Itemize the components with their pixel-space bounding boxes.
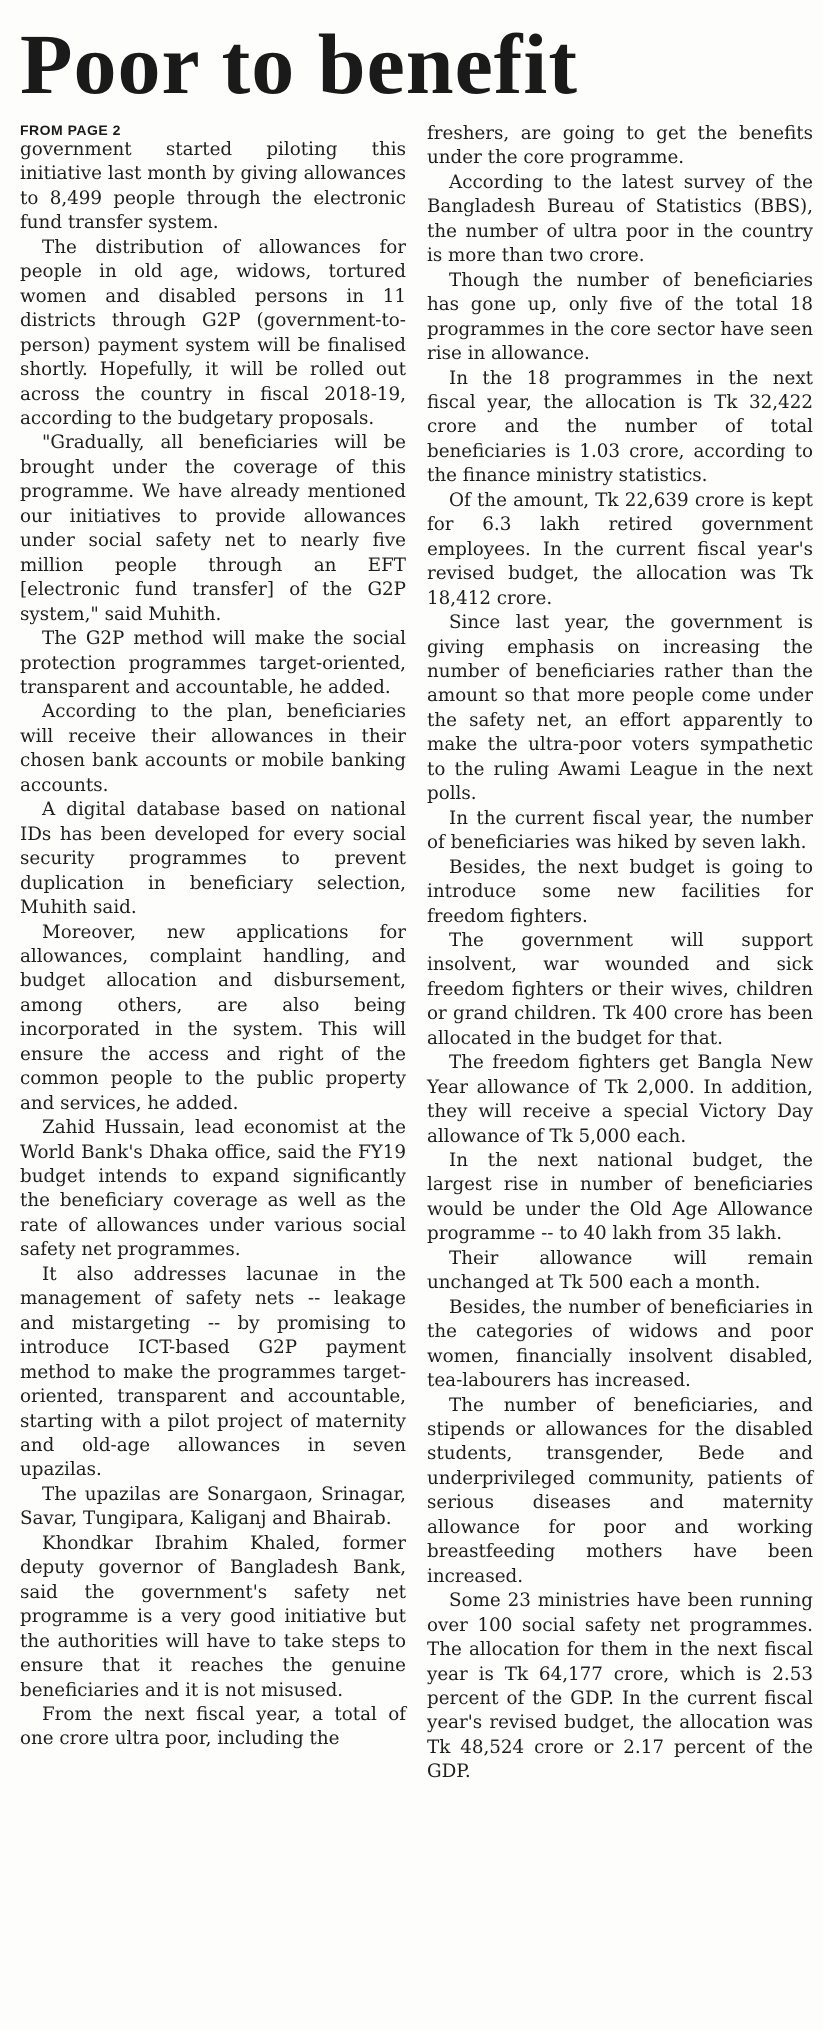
paragraph: From the next fiscal year, a total of one crore ultra poor, including the xyxy=(20,1704,406,1750)
paragraph: Of the amount, Tk 22,639 crore is kept for 6.3 lakh retired government employees. In the current fiscal year's revised budget, the allocation was Tk 18,412 crore. xyxy=(427,489,813,609)
right-column xyxy=(427,122,813,1785)
paragraph: "Gradually, all beneficiaries will be brought under the coverage of this programme. We have already mentioned our initiatives to provide allowances under social safety net to nearly five million people through an EFT [electronic fund transfer] of the G2P system," said Muhith. xyxy=(20,432,406,625)
paragraph: Their allowance will remain unchanged at Tk 500 each a month. xyxy=(427,1247,813,1294)
paragraph: Though the number of beneficiaries has gone up, only five of the total 18 programmes in the core sector have seen rise in allowance. xyxy=(427,269,813,365)
paragraph: The distribution of allowances for people in old age, widows, tortured women and disabled persons in 11 districts through G2P (government-to-person) payment system will be finalised shortly. Hopefully, it will be rolled out across the country in fiscal 2018-19, according to the budgetary proposals. xyxy=(20,236,406,429)
paragraph: Some 23 ministries have been running over 100 social safety net programmes. The allocation for them in the next fiscal year is Tk 64,177 crore, which is 2.53 percent of the GDP. In the current fiscal year's revised budget, the allocation was Tk 48,524 crore or 2.17 percent of the GDP. xyxy=(427,1590,813,1783)
paragraph: According to the latest survey of the Bangladesh Bureau of Statistics (BBS), the number of ultra poor in the country is more than two crore. xyxy=(427,171,813,267)
paragraph: freshers, are going to get the benefits under the core programme. xyxy=(427,123,813,169)
paragraph: Since last year, the government is giving emphasis on increasing the number of beneficiaries rather than the amount so that more people come under the safety net, an effort apparently to make the ultra-poor voters sympathetic to the ruling Awami League in the next polls. xyxy=(427,612,813,805)
paragraph: A digital database based on national IDs has been developed for every social security programmes to prevent duplication in beneficiary selection, Muhith said. xyxy=(20,799,406,919)
paragraph: The number of beneficiaries, and stipends or allowances for the disabled students, transgender, Bede and underprivileged community, patients of serious diseases and maternity allowance for poor and working breastfeeding mothers have been increased. xyxy=(427,1394,813,1587)
continuation-kicker: FROM PAGE 2 xyxy=(20,122,121,138)
paragraph: Besides, the next budget is going to introduce some new facilities for freedom fighters. xyxy=(427,856,813,927)
paragraph: In the current fiscal year, the number of beneficiaries was hiked by seven lakh. xyxy=(427,807,813,854)
headline: Poor to benefit xyxy=(20,16,578,112)
paragraph: government started piloting this initiative last month by giving allowances to 8,499 people through the electronic fund transfer system. xyxy=(20,139,406,234)
paragraph: Moreover, new applications for allowances, complaint handling, and budget allocation and disbursement, among others, are also being incorporated in the system. This will ensure the access and right of the common people to the public property and services, he added. xyxy=(20,921,406,1114)
paragraph: Khondkar Ibrahim Khaled, former deputy governor of Bangladesh Bank, said the government's safety net programme is a very good initiative but the authorities will have to take steps to ensure that it reaches the genuine beneficiaries and it is not misused. xyxy=(20,1532,406,1701)
left-column xyxy=(20,122,406,1752)
paragraph: It also addresses lacunae in the management of safety nets -- leakage and mistargeting -- by promising to introduce ICT-based G2P payment method to make the programmes target-oriented, transparent and accountable, starting with a pilot project of maternity and old-age allowances in seven upazilas. xyxy=(20,1263,406,1481)
paragraph: In the 18 programmes in the next fiscal year, the allocation is Tk 32,422 crore and the number of total beneficiaries is 1.03 crore, according to the finance ministry statistics. xyxy=(427,367,813,487)
paragraph: According to the plan, beneficiaries will receive their allowances in their chosen bank accounts or mobile banking accounts. xyxy=(20,701,406,796)
paragraph: Zahid Hussain, lead economist at the World Bank's Dhaka office, said the FY19 budget intends to expand significantly the beneficiary coverage as well as the rate of allowances under various social safety net programmes. xyxy=(20,1117,406,1261)
paragraph: The upazilas are Sonargaon, Srinagar, Savar, Tungipara, Kaliganj and Bhairab. xyxy=(20,1483,406,1530)
paragraph: The government will support insolvent, war wounded and sick freedom fighters or their wives, children or grand children. Tk 400 crore has been allocated in the budget for that. xyxy=(427,929,813,1049)
paragraph: The G2P method will make the social protection programmes target-oriented, transparent and accountable, he added. xyxy=(20,628,406,698)
paragraph: The freedom fighters get Bangla New Year allowance of Tk 2,000. In addition, they will receive a special Victory Day allowance of Tk 5,000 each. xyxy=(427,1052,813,1147)
paragraph: Besides, the number of beneficiaries in the categories of widows and poor women, financially insolvent disabled, tea-labourers has increased. xyxy=(427,1296,813,1392)
paragraph: In the next national budget, the largest rise in number of beneficiaries would be under the Old Age Allowance programme -- to 40 lakh from 35 lakh. xyxy=(427,1150,813,1245)
